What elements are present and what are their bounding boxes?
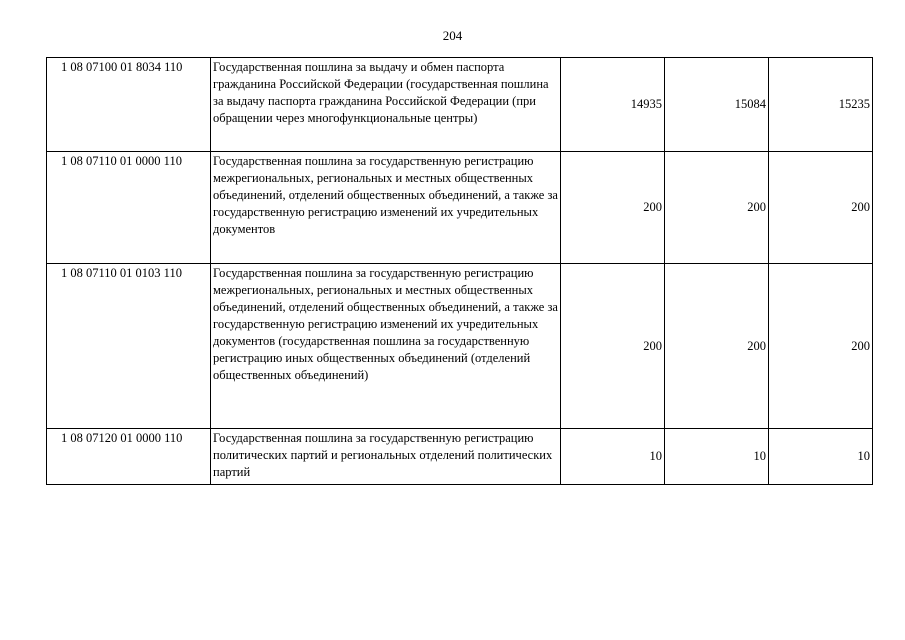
budget-code-cell: 1 08 07120 01 0000 110 (47, 429, 211, 485)
value-year-3-cell: 15235 (769, 58, 873, 152)
table-row (47, 152, 873, 264)
value-year-2-cell: 200 (665, 264, 769, 429)
description-cell: Государственная пошлина за государственную регистрацию межрегиональных, региональных и местных общественных объединений, отделений общественных объединений, а также за государственную регистрацию изменений их учредительных документов (государственная пошлина за государственную регистрацию иных общественных объединений (отделений общественных объединений) (211, 264, 561, 429)
budget-code-cell: 1 08 07100 01 8034 110 (47, 58, 211, 152)
value-year-3-cell: 10 (769, 429, 873, 485)
table-row (47, 58, 873, 152)
budget-code-cell: 1 08 07110 01 0103 110 (47, 264, 211, 429)
table-row (47, 429, 873, 485)
value-year-1-cell: 10 (561, 429, 665, 485)
value-year-3-cell: 200 (769, 264, 873, 429)
value-year-1-cell: 14935 (561, 58, 665, 152)
value-year-2-cell: 15084 (665, 58, 769, 152)
budget-code-cell: 1 08 07110 01 0000 110 (47, 152, 211, 264)
value-year-3-cell: 200 (769, 152, 873, 264)
value-year-2-cell: 200 (665, 152, 769, 264)
budget-revenue-table (46, 57, 873, 485)
value-year-1-cell: 200 (561, 152, 665, 264)
description-cell: Государственная пошлина за выдачу и обмен паспорта гражданина Российской Федерации (государственная пошлина за выдачу паспорта гражданина Российской Федерации (при обращении через многофункциональные центры) (211, 58, 561, 152)
description-cell: Государственная пошлина за государственную регистрацию межрегиональных, региональных и местных общественных объединений, отделений общественных объединений, а также за государственную регистрацию изменений их учредительных документов (211, 152, 561, 264)
table-row (47, 264, 873, 429)
value-year-1-cell: 200 (561, 264, 665, 429)
value-year-2-cell: 10 (665, 429, 769, 485)
description-cell: Государственная пошлина за государственную регистрацию политических партий и региональных отделений политических партий (211, 429, 561, 485)
page-number: 204 (442, 28, 463, 43)
